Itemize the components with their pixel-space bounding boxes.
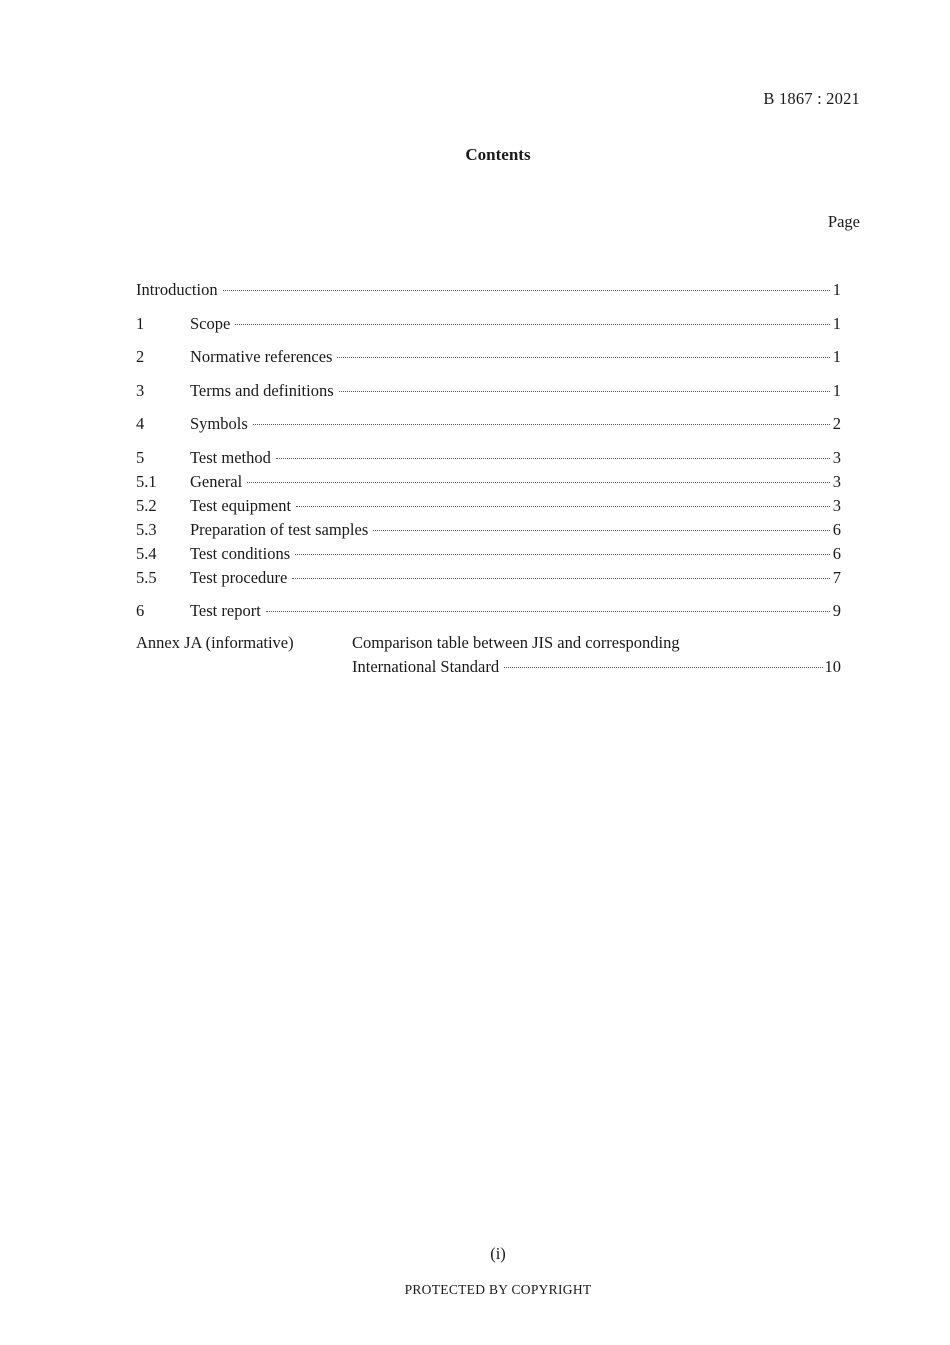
toc-entry-number: 5.2 bbox=[136, 495, 157, 515]
toc-entry-title: Terms and definitions bbox=[190, 380, 334, 400]
toc-entry-page-number: 3 bbox=[832, 495, 841, 515]
toc-entry-number: 1 bbox=[136, 313, 145, 333]
toc-entry[interactable] bbox=[136, 542, 841, 566]
annex-title-line2: International Standard bbox=[352, 657, 500, 676]
toc-entry-number: 5.1 bbox=[136, 471, 157, 491]
toc-entry-page-number: 6 bbox=[832, 543, 841, 563]
toc-entry-page-number: 1 bbox=[832, 280, 841, 299]
copyright-notice: PROTECTED BY COPYRIGHT bbox=[404, 1282, 592, 1297]
annex-title-line1: Comparison table between JIS and corresponding bbox=[352, 633, 680, 652]
toc-entry-title: Test report bbox=[190, 601, 261, 620]
toc-entry-title: Preparation of test samples bbox=[190, 519, 369, 539]
toc-entry-number: 4 bbox=[136, 414, 145, 433]
toc-entry-number: 2 bbox=[136, 347, 145, 366]
toc-entry-page-number: 6 bbox=[832, 519, 841, 539]
toc-entry-number: 5.5 bbox=[136, 567, 157, 587]
toc-entry-number: 5 bbox=[136, 447, 145, 467]
toc-entry-title: Test conditions bbox=[190, 543, 291, 563]
toc-entry[interactable] bbox=[136, 446, 841, 470]
toc-entry[interactable] bbox=[136, 470, 841, 494]
dot-leader bbox=[337, 356, 830, 358]
dot-leader bbox=[253, 423, 830, 425]
toc-entry-page-number: 2 bbox=[832, 414, 841, 433]
toc-entry[interactable] bbox=[136, 494, 841, 518]
page-column-heading: Page bbox=[827, 212, 860, 231]
footer-page-number: (i) bbox=[490, 1244, 506, 1263]
toc-entry-number: 5.3 bbox=[136, 519, 157, 539]
toc-entry-title: Scope bbox=[190, 313, 231, 333]
dot-leader bbox=[223, 289, 830, 291]
toc-entry-title: Normative references bbox=[190, 347, 333, 366]
toc-entry[interactable] bbox=[136, 599, 841, 623]
toc-entry-title: Test method bbox=[190, 447, 271, 467]
toc-entry[interactable] bbox=[136, 278, 841, 302]
toc-entry-page-number: 3 bbox=[832, 447, 841, 467]
toc-entry-title: General bbox=[190, 471, 243, 491]
toc-entry[interactable] bbox=[136, 566, 841, 590]
toc-entry-title: Introduction bbox=[136, 280, 218, 299]
toc-entry-page-number: 7 bbox=[832, 567, 841, 587]
toc-entry-title: Symbols bbox=[190, 414, 248, 433]
toc-entry[interactable] bbox=[136, 412, 841, 436]
toc-entry-page-number: 1 bbox=[832, 347, 841, 366]
toc-entry-page-number: 1 bbox=[832, 380, 841, 400]
dot-leader bbox=[373, 529, 830, 531]
toc-entry-page-number: 1 bbox=[832, 313, 841, 333]
toc-entry[interactable] bbox=[136, 312, 841, 336]
dot-leader bbox=[247, 481, 830, 483]
toc-entry-number: 3 bbox=[136, 380, 145, 400]
dot-leader bbox=[295, 553, 830, 555]
dot-leader bbox=[504, 667, 822, 668]
dot-leader bbox=[339, 390, 830, 392]
toc-entry-title: Test procedure bbox=[190, 567, 288, 587]
toc-entry[interactable] bbox=[136, 379, 841, 403]
contents-title: Contents bbox=[465, 145, 531, 164]
toc-entry-page-number: 9 bbox=[832, 601, 841, 620]
dot-leader bbox=[266, 610, 830, 612]
table-of-contents bbox=[136, 278, 841, 623]
toc-entry-title: Test equipment bbox=[190, 495, 292, 515]
toc-entry[interactable] bbox=[136, 518, 841, 542]
toc-entry-number: 6 bbox=[136, 601, 145, 620]
dot-leader bbox=[235, 323, 830, 325]
annex-page-number: 10 bbox=[824, 657, 841, 676]
dot-leader bbox=[296, 505, 830, 507]
toc-entry-number: 5.4 bbox=[136, 543, 157, 563]
annex-label: Annex JA (informative) bbox=[136, 633, 294, 652]
dot-leader bbox=[292, 577, 830, 579]
toc-entry-page-number: 3 bbox=[832, 471, 841, 491]
doc-number: B 1867 : 2021 bbox=[763, 89, 860, 108]
toc-entry[interactable] bbox=[136, 345, 841, 369]
dot-leader bbox=[276, 457, 830, 459]
